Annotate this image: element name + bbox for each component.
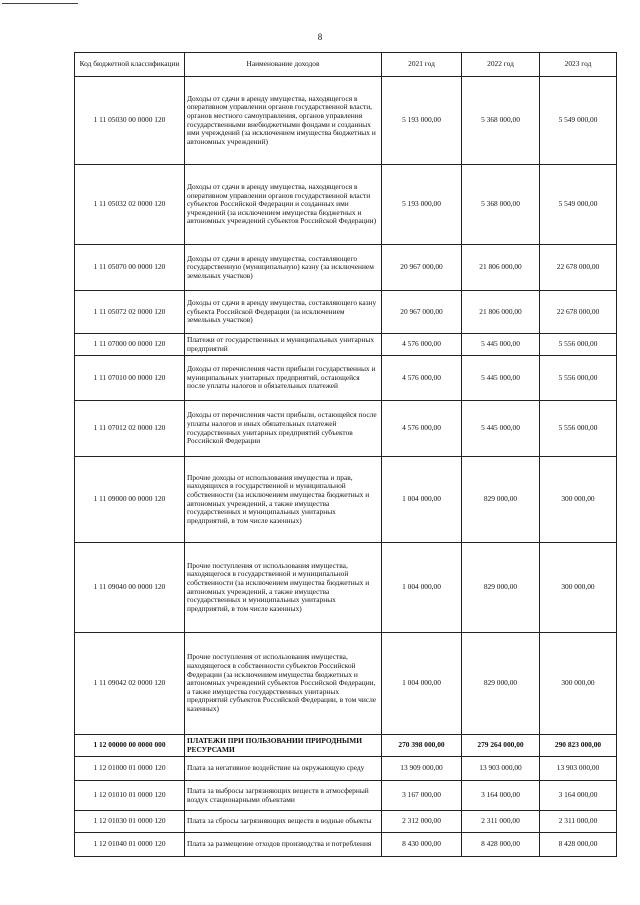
row-code: 1 11 07000 00 0000 120 [75, 334, 185, 356]
top-rule [2, 3, 78, 4]
row-2021: 1 004 000,00 [382, 633, 462, 735]
row-2023: 8 428 000,00 [540, 833, 617, 857]
row-code: 1 11 09040 00 0000 120 [75, 543, 185, 633]
row-2023: 290 823 000,00 [540, 735, 617, 757]
row-2022: 5 445 000,00 [462, 401, 540, 457]
table-row [75, 401, 617, 457]
row-2021: 270 398 000,00 [382, 735, 462, 757]
row-2023: 22 678 000,00 [540, 245, 617, 291]
row-name: Доходы от сдачи в аренду имущества, находящегося в оперативном управлении органов государственной власти субъектов Российской Федерации и созданных ими учреждений (за исключением имущества бюджетных и автономных учреждений субъектов Российской Федерации) [185, 165, 382, 245]
row-name: Плата за негативное воздействие на окружающую среду [185, 757, 382, 781]
row-2021: 5 193 000,00 [382, 77, 462, 165]
row-2023: 5 556 000,00 [540, 401, 617, 457]
header-code: Код бюджетной классификации [75, 53, 185, 77]
row-2023: 300 000,00 [540, 543, 617, 633]
row-name: Доходы от перечисления части прибыли государственных и муниципальных унитарных предприятий, остающейся после уплаты налогов и обязательных платежей [185, 356, 382, 401]
table-row [75, 781, 617, 811]
row-2022: 829 000,00 [462, 633, 540, 735]
row-code: 1 11 09042 02 0000 120 [75, 633, 185, 735]
header-name: Наименование доходов [185, 53, 382, 77]
row-code: 1 12 01040 01 0000 120 [75, 833, 185, 857]
row-code: 1 11 05032 02 0000 120 [75, 165, 185, 245]
table-row [75, 757, 617, 781]
row-name: ПЛАТЕЖИ ПРИ ПОЛЬЗОВАНИИ ПРИРОДНЫМИ РЕСУРСАМИ [185, 735, 382, 757]
row-code: 1 11 07010 00 0000 120 [75, 356, 185, 401]
row-name: Прочие поступления от использования имущества, находящегося в собственности субъектов Российской Федерации (за исключением имущества бюджетных и автономных учреждений субъектов Российской Федерации, а также имущества государственных унитарных предприятий субъектов Российской Федерации, в том числе казенных) [185, 633, 382, 735]
row-code: 1 12 00000 00 0000 000 [75, 735, 185, 757]
row-2021: 20 967 000,00 [382, 245, 462, 291]
row-code: 1 11 05070 00 0000 120 [75, 245, 185, 291]
row-code: 1 11 05030 00 0000 120 [75, 77, 185, 165]
row-2021: 1 004 000,00 [382, 543, 462, 633]
table-row [75, 245, 617, 291]
table-row [75, 833, 617, 857]
row-2023: 5 556 000,00 [540, 334, 617, 356]
row-2021: 4 576 000,00 [382, 334, 462, 356]
row-2022: 5 445 000,00 [462, 356, 540, 401]
row-2022: 13 903 000,00 [462, 757, 540, 781]
table-header-row [75, 53, 617, 77]
row-name: Доходы от сдачи в аренду имущества, составляющего казну субъекта Российской Федерации (за исключением земельных участков) [185, 291, 382, 334]
page-number: 8 [317, 32, 323, 42]
row-code: 1 11 09000 00 0000 120 [75, 457, 185, 543]
row-2021: 5 193 000,00 [382, 165, 462, 245]
table-row-section [75, 735, 617, 757]
row-2023: 3 164 000,00 [540, 781, 617, 811]
row-name: Прочие доходы от использования имущества и прав, находящихся в государственной и муниципальной собственности (за исключением имущества бюджетных и автономных учреждений, а также имущества государственных и муниципальных унитарных предприятий, в том числе казенных) [185, 457, 382, 543]
revenue-table [74, 52, 617, 857]
header-2023: 2023 год [540, 53, 617, 77]
row-2022: 8 428 000,00 [462, 833, 540, 857]
row-2022: 279 264 000,00 [462, 735, 540, 757]
row-2023: 300 000,00 [540, 633, 617, 735]
row-2022: 829 000,00 [462, 457, 540, 543]
row-2021: 3 167 000,00 [382, 781, 462, 811]
row-2021: 8 430 000,00 [382, 833, 462, 857]
header-2021: 2021 год [382, 53, 462, 77]
table-row [75, 77, 617, 165]
table-row [75, 633, 617, 735]
row-name: Доходы от сдачи в аренду имущества, составляющего государственную (муниципальную) казну (за исключением земельных участков) [185, 245, 382, 291]
row-2023: 2 311 000,00 [540, 811, 617, 833]
table-row [75, 356, 617, 401]
row-2022: 5 445 000,00 [462, 334, 540, 356]
row-2021: 4 576 000,00 [382, 401, 462, 457]
row-name: Доходы от сдачи в аренду имущества, находящегося в оперативном управлении органов государственной власти, органов местного самоуправления, органов управления государственными внебюджетными фондами и созданных ими учреждений (за исключением имущества бюджетных и автономных учреждений) [185, 77, 382, 165]
row-2021: 4 576 000,00 [382, 356, 462, 401]
row-2022: 21 806 000,00 [462, 291, 540, 334]
row-2021: 20 967 000,00 [382, 291, 462, 334]
row-2022: 5 368 000,00 [462, 77, 540, 165]
table-row [75, 291, 617, 334]
table-row [75, 457, 617, 543]
row-2022: 5 368 000,00 [462, 165, 540, 245]
row-name: Плата за размещение отходов производства и потребления [185, 833, 382, 857]
row-name: Плата за сбросы загрязняющих веществ в водные объекты [185, 811, 382, 833]
row-2023: 5 549 000,00 [540, 77, 617, 165]
row-2022: 21 806 000,00 [462, 245, 540, 291]
header-2022: 2022 год [462, 53, 540, 77]
row-2021: 13 909 000,00 [382, 757, 462, 781]
row-name: Плата за выбросы загрязняющих веществ в атмосферный воздух стационарными объектами [185, 781, 382, 811]
row-code: 1 12 01010 01 0000 120 [75, 781, 185, 811]
row-2023: 300 000,00 [540, 457, 617, 543]
row-2021: 2 312 000,00 [382, 811, 462, 833]
row-code: 1 12 01030 01 0000 120 [75, 811, 185, 833]
row-2023: 13 903 000,00 [540, 757, 617, 781]
row-2022: 2 311 000,00 [462, 811, 540, 833]
row-2022: 3 164 000,00 [462, 781, 540, 811]
row-2023: 5 556 000,00 [540, 356, 617, 401]
row-name: Прочие поступления от использования имущества, находящегося в государственной и муниципальной собственности (за исключением имущества бюджетных и автономных учреждений, а также имущества государственных и муниципальных унитарных предприятий, в том числе казенных) [185, 543, 382, 633]
row-2021: 1 004 000,00 [382, 457, 462, 543]
table-row [75, 543, 617, 633]
table-row [75, 334, 617, 356]
row-2022: 829 000,00 [462, 543, 540, 633]
row-code: 1 11 05072 02 0000 120 [75, 291, 185, 334]
row-code: 1 12 01000 01 0000 120 [75, 757, 185, 781]
row-code: 1 11 07012 02 0000 120 [75, 401, 185, 457]
row-2023: 5 549 000,00 [540, 165, 617, 245]
table-row [75, 165, 617, 245]
row-2023: 22 678 000,00 [540, 291, 617, 334]
row-name: Платежи от государственных и муниципальных унитарных предприятий [185, 334, 382, 356]
row-name: Доходы от перечисления части прибыли, остающейся после уплаты налогов и иных обязательных платежей государственных унитарных предприятий субъектов Российской Федерации [185, 401, 382, 457]
table-row [75, 811, 617, 833]
